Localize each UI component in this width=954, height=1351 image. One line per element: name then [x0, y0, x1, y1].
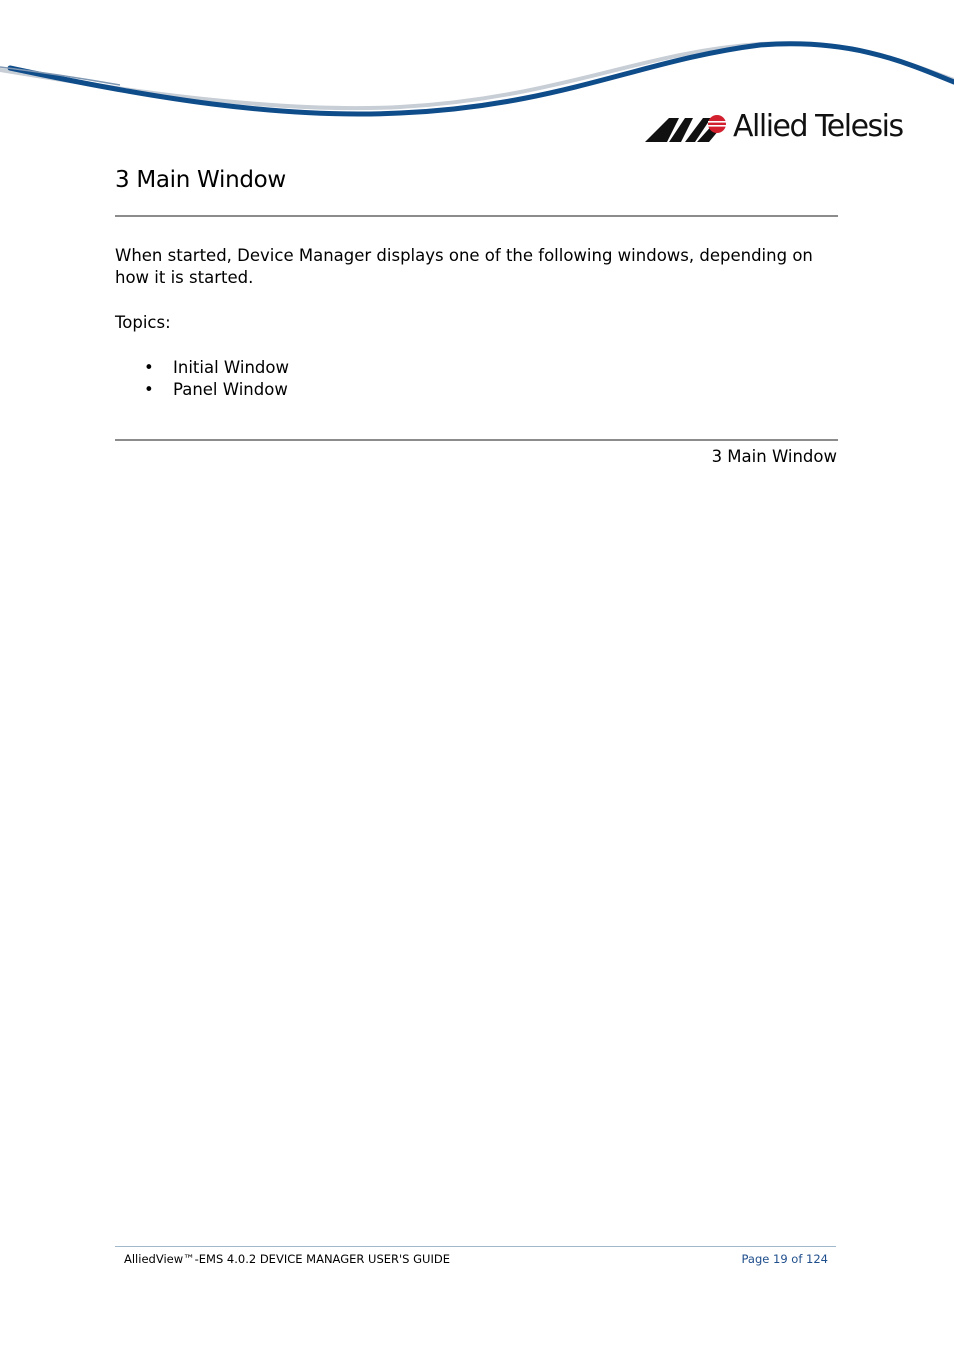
page-title: 3 Main Window: [115, 167, 286, 193]
section-divider: [115, 439, 838, 441]
topics-label: Topics:: [115, 313, 171, 332]
topic-link-initial-window[interactable]: Initial Window: [173, 358, 289, 377]
guide-title: AlliedView™-EMS 4.0.2 DEVICE MANAGER USER'S GUIDE: [124, 1252, 450, 1266]
title-divider: [115, 215, 838, 217]
list-item-initial-window[interactable]: [115, 357, 289, 379]
brand-name: Allied Telesis: [733, 109, 903, 144]
list-item-panel-window[interactable]: [115, 379, 289, 401]
section-footer-label: 3 Main Window: [711, 447, 837, 466]
intro-paragraph: When started, Device Manager displays one of the following windows, depending on how it is started.: [115, 246, 813, 287]
bullet-icon: •: [144, 358, 154, 377]
allied-telesis-mark-icon: [645, 112, 729, 142]
brand-logo: [645, 108, 905, 148]
topic-link-panel-window[interactable]: Panel Window: [173, 380, 288, 399]
bullet-icon: •: [144, 380, 154, 399]
page-number: Page 19 of 124: [741, 1252, 828, 1266]
page-footer-divider: [115, 1246, 836, 1247]
topic-list: [115, 357, 289, 401]
